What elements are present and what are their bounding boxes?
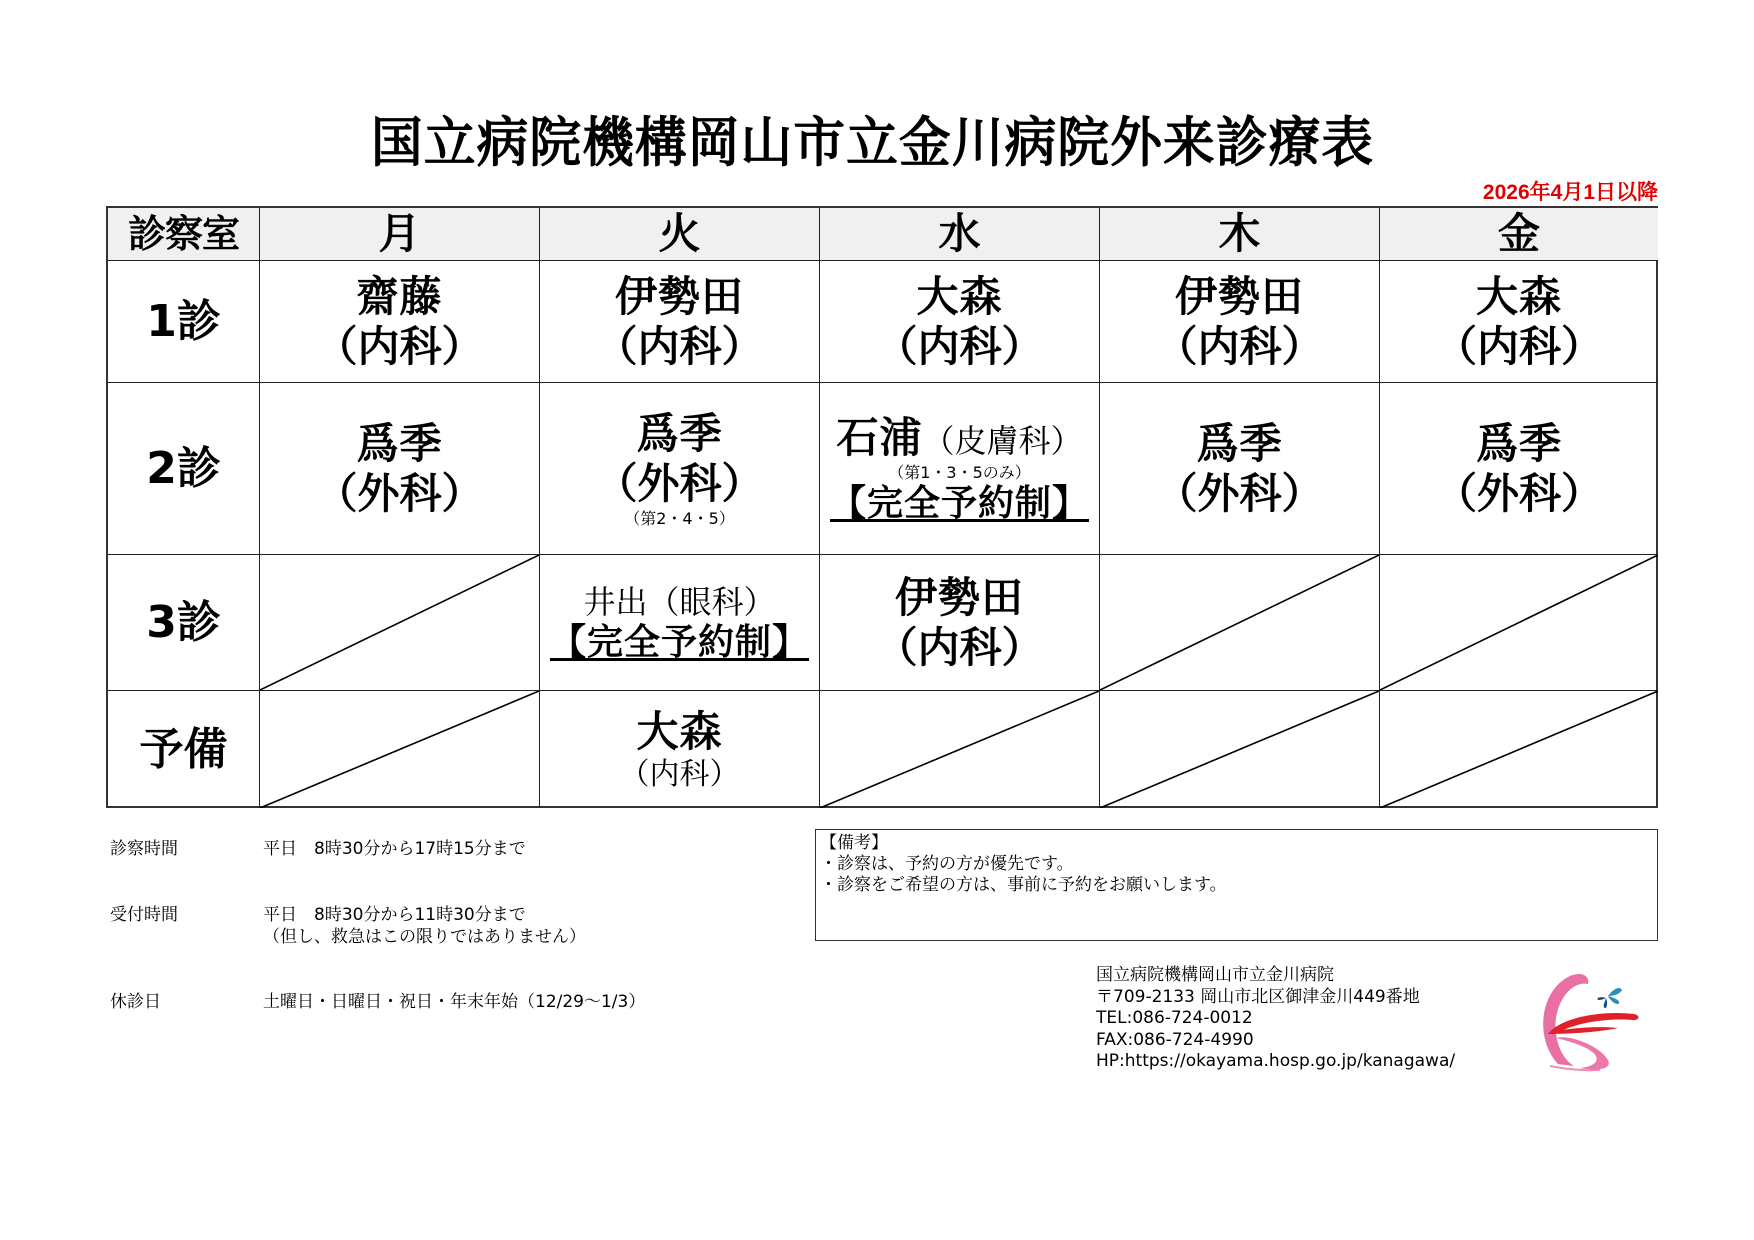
day-label: 月 bbox=[378, 209, 421, 258]
reception-hours-value: 平日 8時30分から11時30分まで bbox=[263, 905, 526, 925]
hospital-logo-icon bbox=[1530, 968, 1642, 1076]
room-reserve bbox=[108, 691, 260, 808]
diagonal-slash-icon bbox=[260, 555, 539, 690]
slot-cell bbox=[260, 261, 540, 383]
doctor-name: 大森 bbox=[1475, 271, 1562, 321]
day-header-fri bbox=[1380, 208, 1658, 261]
empty-slot bbox=[1100, 555, 1380, 691]
department: （皮膚科） bbox=[922, 421, 1083, 460]
day-label: 木 bbox=[1218, 209, 1261, 258]
doctor-name: 爲季 bbox=[1475, 418, 1562, 468]
postal-address: 〒709-2133 岡山市北区御津金川449番地 bbox=[1096, 986, 1420, 1007]
notes-item: ・診察をご希望の方は、事前に予約をお願いします。 bbox=[820, 875, 1227, 895]
reception-hours-note: （但し、救急はこの限りではありません） bbox=[263, 927, 586, 947]
reservation-only-badge: 【完全予約制】 bbox=[549, 621, 809, 663]
empty-slot bbox=[1100, 691, 1380, 808]
department: （内科） bbox=[875, 622, 1044, 672]
department: （眼科） bbox=[647, 582, 776, 621]
department: （内科） bbox=[1434, 321, 1603, 371]
doctor-name: 伊勢田 bbox=[614, 271, 744, 321]
doctor-name: 井出 bbox=[583, 582, 648, 621]
day-header-wed bbox=[820, 208, 1100, 261]
department: （内科） bbox=[875, 321, 1044, 371]
department: （内科） bbox=[315, 321, 484, 371]
room-label: 2診 bbox=[146, 442, 221, 494]
department: （外科） bbox=[1155, 468, 1324, 518]
department: （内科） bbox=[1155, 321, 1324, 371]
corner-header bbox=[108, 208, 260, 261]
empty-slot bbox=[1380, 691, 1658, 808]
effective-date: 2026年4月1日以降 bbox=[1482, 181, 1658, 204]
contact-block bbox=[1096, 965, 1455, 1073]
day-header-mon bbox=[260, 208, 540, 261]
phone-number: TEL:086-724-0012 bbox=[1096, 1008, 1253, 1028]
doctor-name: 爲季 bbox=[1196, 418, 1283, 468]
day-label: 水 bbox=[938, 209, 981, 258]
doctor-name: 大森 bbox=[636, 706, 723, 756]
department: （外科） bbox=[595, 458, 764, 508]
diagonal-slash-icon bbox=[1100, 555, 1379, 690]
closed-days-label: 休診日 bbox=[110, 992, 161, 1012]
room-label: 予備 bbox=[139, 723, 228, 775]
department: （内科） bbox=[595, 321, 764, 371]
week-note: （第2・4・5） bbox=[624, 508, 735, 528]
room-label: 3診 bbox=[146, 596, 221, 648]
room-1 bbox=[108, 261, 260, 383]
doctor-line bbox=[836, 413, 1082, 463]
day-header-tue bbox=[540, 208, 820, 261]
doctor-name: 大森 bbox=[916, 271, 1003, 321]
slot-cell bbox=[820, 555, 1100, 691]
doctor-name: 爲季 bbox=[356, 418, 443, 468]
diagonal-slash-icon bbox=[1380, 691, 1658, 808]
room-label: 1診 bbox=[146, 295, 221, 347]
notes-box bbox=[815, 829, 1658, 941]
diagonal-slash-icon bbox=[1380, 555, 1658, 690]
consult-hours-value: 平日 8時30分から17時15分まで bbox=[263, 839, 526, 859]
slot-cell bbox=[540, 261, 820, 383]
page-title-text: 国立病院機構岡山市立金川病院外来診療表 bbox=[370, 111, 1374, 174]
diagonal-slash-icon bbox=[260, 691, 539, 808]
slot-cell bbox=[260, 383, 540, 555]
department: （外科） bbox=[315, 468, 484, 518]
homepage-link[interactable]: HP:https://okayama.hosp.go.jp/kanagawa/ bbox=[1096, 1051, 1456, 1071]
slot-cell bbox=[1100, 383, 1380, 555]
diagonal-slash-icon bbox=[820, 691, 1099, 808]
empty-slot bbox=[820, 691, 1100, 808]
slot-cell bbox=[1100, 261, 1380, 383]
empty-slot bbox=[1380, 555, 1658, 691]
doctor-line bbox=[583, 582, 775, 622]
doctor-name: 爲季 bbox=[636, 408, 723, 458]
slot-cell bbox=[540, 691, 820, 808]
empty-slot bbox=[260, 691, 540, 808]
department: （内科） bbox=[619, 756, 740, 792]
slot-cell bbox=[820, 261, 1100, 383]
notes-heading: 【備考】 bbox=[820, 833, 888, 853]
closed-days-value: 土曜日・日曜日・祝日・年末年始（12/29～1/3） bbox=[263, 992, 646, 1012]
doctor-name: 伊勢田 bbox=[1174, 271, 1304, 321]
corner-header-label: 診察室 bbox=[127, 212, 239, 256]
doctor-name: 齋藤 bbox=[356, 271, 443, 321]
day-label: 金 bbox=[1497, 209, 1540, 258]
room-3 bbox=[108, 555, 260, 691]
reservation-only-badge: 【完全予約制】 bbox=[829, 482, 1089, 524]
reception-hours-label: 受付時間 bbox=[110, 905, 178, 925]
hospital-name: 国立病院機構岡山市立金川病院 bbox=[1096, 965, 1334, 985]
diagonal-slash-icon bbox=[1100, 691, 1379, 808]
slot-cell bbox=[540, 383, 820, 555]
page-title bbox=[0, 108, 1754, 178]
week-note: （第1・3・5のみ） bbox=[888, 462, 1031, 482]
notes-item: ・診察は、予約の方が優先です。 bbox=[820, 854, 1074, 874]
fax-number: FAX:086-724-4990 bbox=[1096, 1029, 1254, 1050]
day-label: 火 bbox=[658, 209, 701, 258]
consult-hours-label: 診察時間 bbox=[110, 839, 178, 859]
schedule-table bbox=[106, 206, 1658, 808]
department: （外科） bbox=[1434, 468, 1603, 518]
slot-cell bbox=[540, 555, 820, 691]
room-2 bbox=[108, 383, 260, 555]
doctor-name: 石浦 bbox=[836, 412, 923, 462]
slot-cell bbox=[1380, 383, 1658, 555]
slot-cell bbox=[1380, 261, 1658, 383]
slot-cell bbox=[820, 383, 1100, 555]
empty-slot bbox=[260, 555, 540, 691]
doctor-name: 伊勢田 bbox=[894, 572, 1024, 622]
day-header-thu bbox=[1100, 208, 1380, 261]
